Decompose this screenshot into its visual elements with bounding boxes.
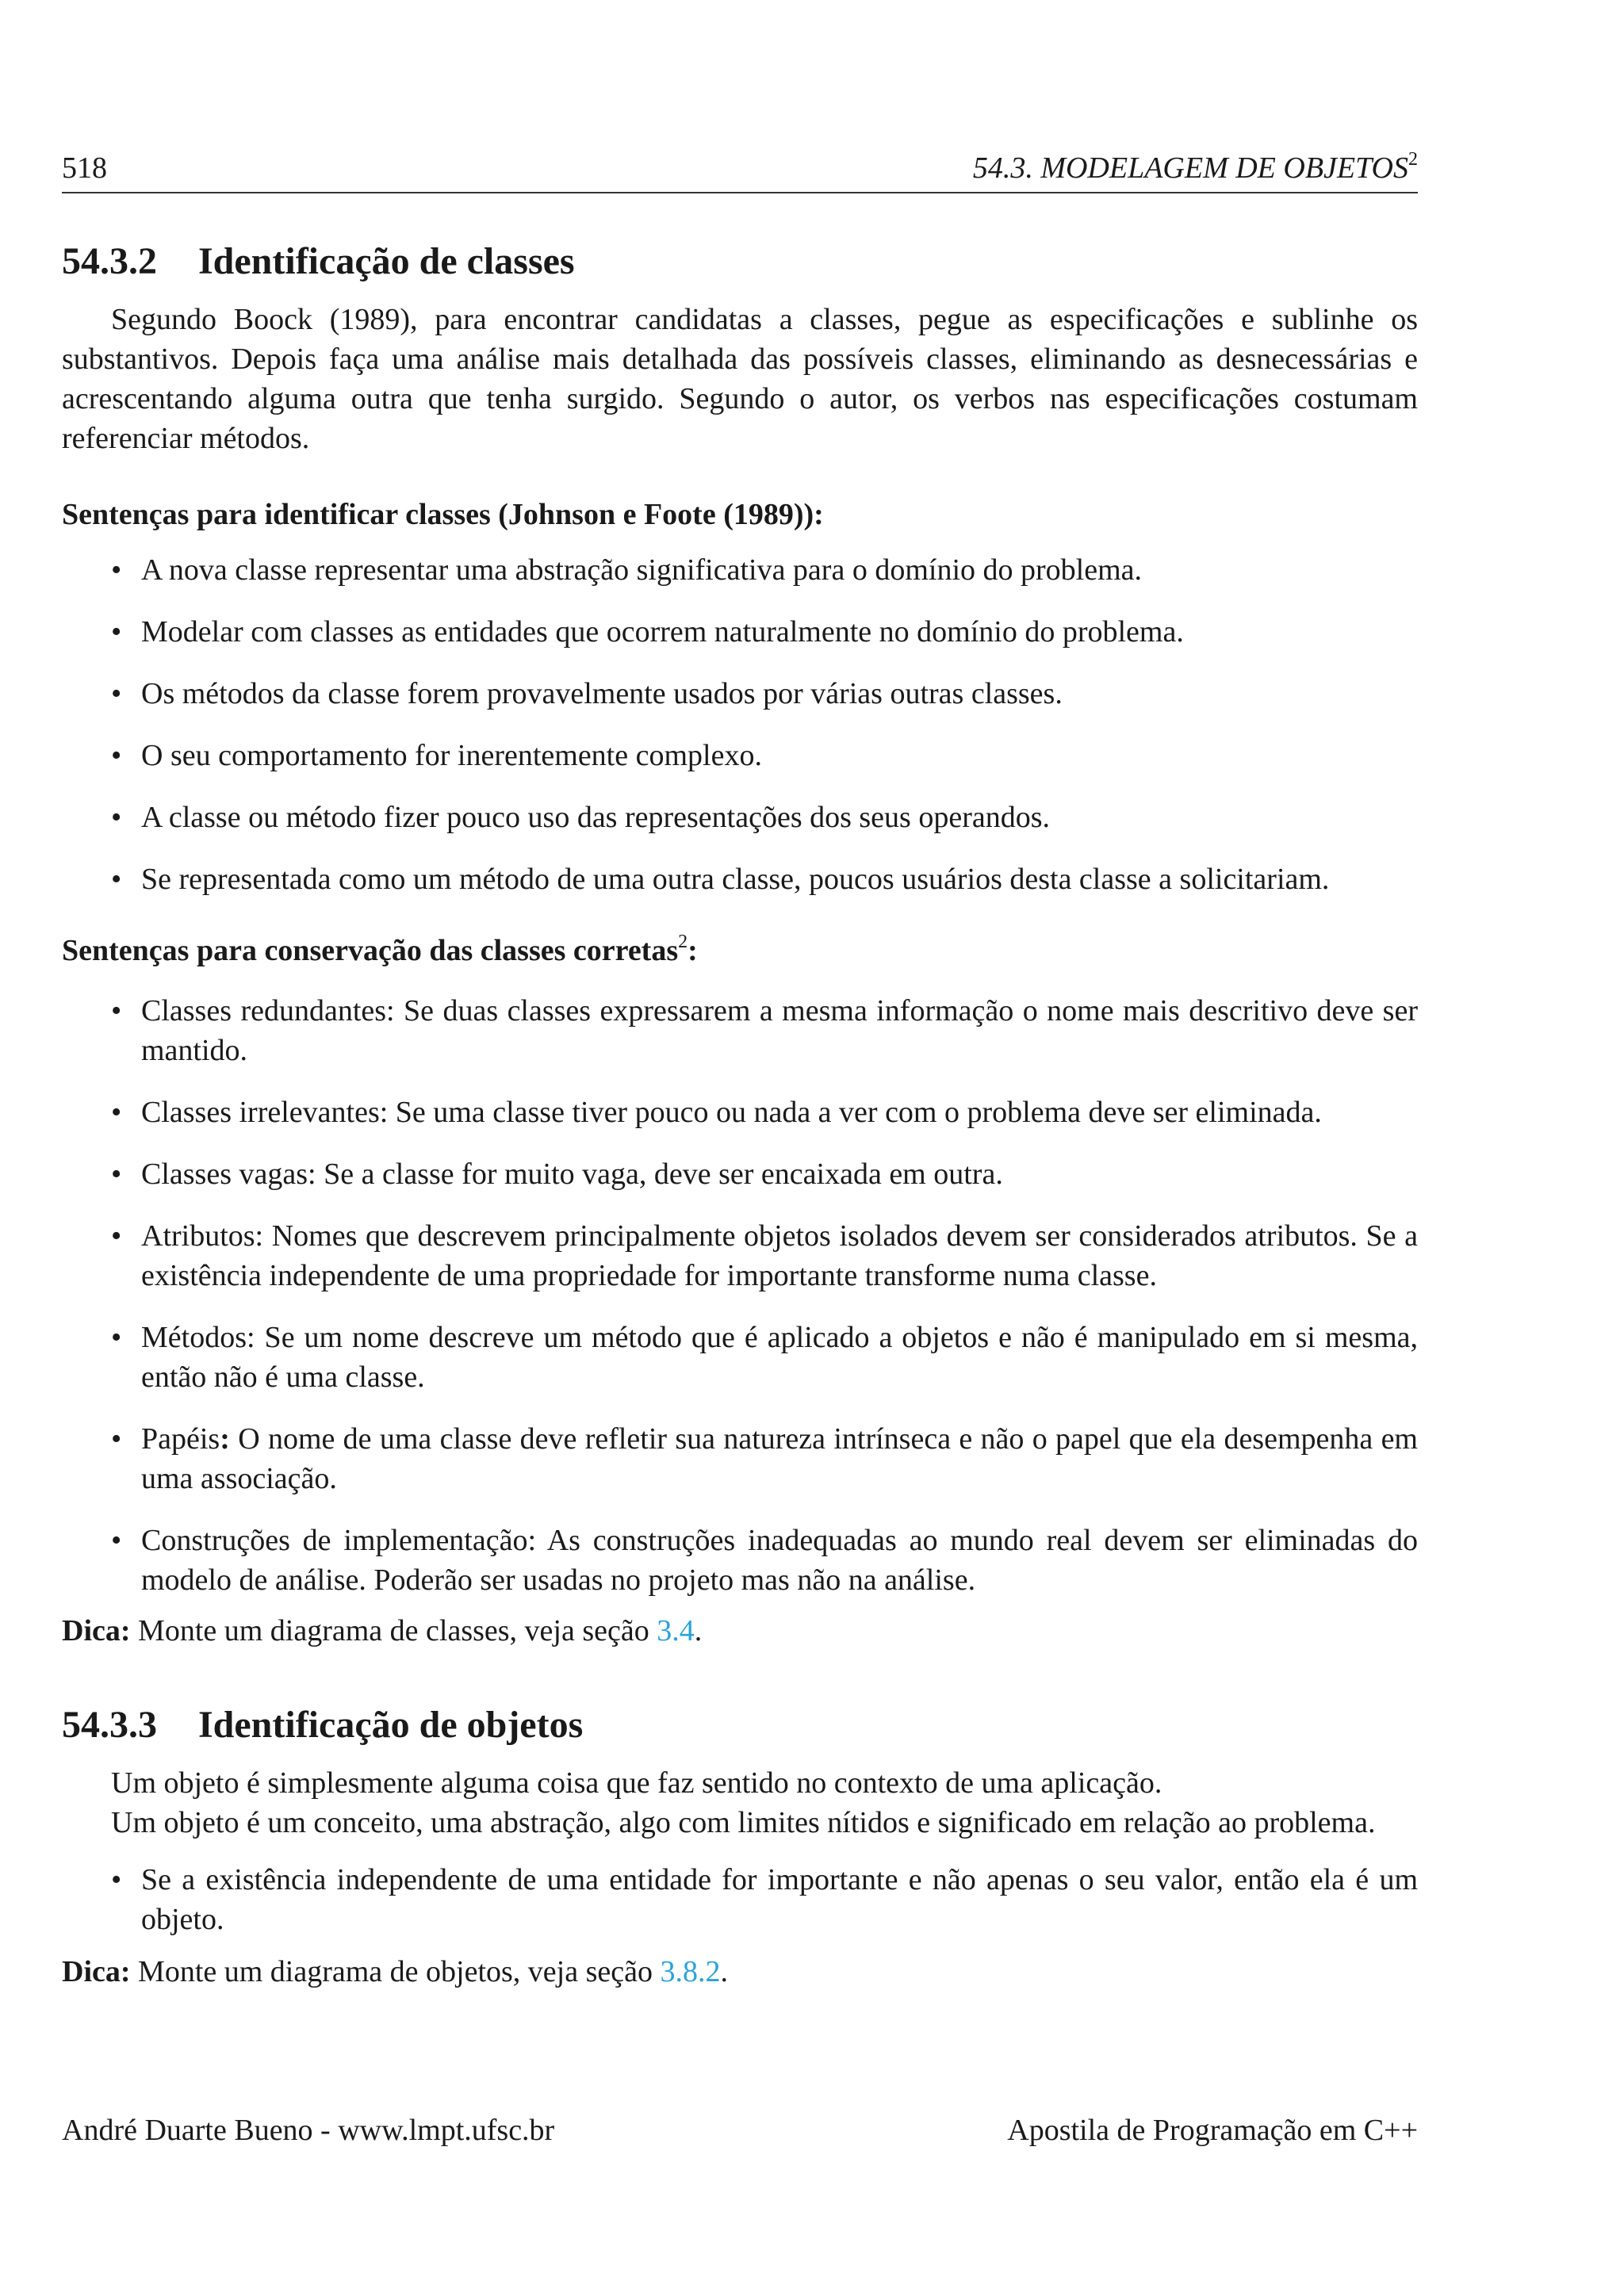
- running-head: [973, 151, 1418, 186]
- section-link-3-4[interactable]: 3.4: [657, 1614, 695, 1647]
- list-item: • Atributos: Nomes que descrevem principalmente objetos isolados devem ser considerados atributos. Se a existência independente de uma propriedade for importante transforme numa classe.: [62, 1216, 1418, 1295]
- list-item: • Construções de implementação: As construções inadequadas ao mundo real devem ser eliminadas do modelo de análise. Poderão ser usadas no projeto mas não na análise.: [62, 1521, 1418, 1600]
- bullet-icon: •: [111, 801, 122, 834]
- list-item: • Modelar com classes as entidades que ocorrem naturalmente no domínio do problema.: [62, 612, 1418, 652]
- tip-classes: Dica: Monte um diagrama de classes, veja seção 3.4.: [62, 1614, 703, 1647]
- bullet-icon: •: [111, 1096, 122, 1129]
- bullet-icon: •: [111, 994, 122, 1027]
- section-heading-objects: [62, 1701, 1418, 1749]
- list-item: • O seu comportamento for inerentemente complexo.: [62, 736, 1418, 775]
- bullet-icon: •: [111, 615, 122, 649]
- list-item: • Papéis: O nome de uma classe deve refletir sua natureza intrínseca e não o papel que ela desempenha em uma associação.: [62, 1419, 1418, 1498]
- bullet-icon: •: [111, 863, 122, 896]
- page-content: [62, 238, 1418, 1992]
- objects-paragraph-1: Um objeto é simplesmente alguma coisa que faz sentido no contexto de uma aplicação.: [111, 1766, 1162, 1800]
- tip-label: Dica:: [62, 1614, 131, 1647]
- bullet-icon: •: [111, 1422, 122, 1456]
- list-title-conserve-classes: Sentenças para conservação das classes corretas$^2$:: [62, 932, 698, 967]
- section-link-3-8-2[interactable]: 3.8.2: [660, 1955, 721, 1988]
- objects-list: [62, 1860, 1418, 1939]
- running-head-text: 54.3. MODELAGEM DE OBJETOS: [972, 151, 1408, 185]
- page-number: 518: [62, 151, 107, 185]
- section-number: 54.3.3: [62, 1704, 157, 1746]
- bullet-icon: •: [111, 677, 122, 710]
- list-item: • Métodos: Se um nome descreve um método que é aplicado a objetos e não é manipulado em si mesma, então não é uma classe.: [62, 1318, 1418, 1397]
- list-item: • Os métodos da classe forem provavelmente usados por várias outras classes.: [62, 674, 1418, 714]
- section-heading-classes: [62, 238, 1418, 285]
- section-number: 54.3.2: [62, 240, 157, 282]
- bullet-icon: •: [111, 1524, 122, 1557]
- footer-book-title: Apostila de Programação em C++: [1007, 2114, 1418, 2147]
- bullet-icon: •: [111, 739, 122, 772]
- bullet-icon: •: [111, 1863, 122, 1896]
- bullet-icon: •: [111, 553, 122, 587]
- section-title: Identificação de classes: [198, 240, 575, 282]
- list-item: • A nova classe representar uma abstração significativa para o domínio do problema.: [62, 550, 1418, 590]
- page-footer: [62, 2110, 1418, 2150]
- list-item: • Se representada como um método de uma outra classe, poucos usuários desta classe a solicitariam.: [62, 859, 1418, 899]
- identify-classes-list: [62, 550, 1418, 899]
- list-item: • Classes irrelevantes: Se uma classe tiver pouco ou nada a ver com o problema deve ser eliminada.: [62, 1093, 1418, 1132]
- bullet-icon: •: [111, 1321, 122, 1354]
- intro-paragraph: Segundo Boock (1989), para encontrar candidatas a classes, pegue as especificações e sublinhe os substantivos. Depois faça uma análise mais detalhada das possíveis classes, eliminando as desnecessárias e acrescentando alguma outra que tenha surgido. Segundo o autor, os verbos nas especificações costumam referenciar métodos.: [62, 303, 1418, 455]
- list-item: • Classes vagas: Se a classe for muito vaga, deve ser encaixada em outra.: [62, 1154, 1418, 1194]
- footnote-marker: 2: [678, 932, 688, 952]
- list-title-identify-classes: Sentenças para identificar classes (Johnson e Foote (1989)):: [62, 498, 824, 531]
- list-item: • Classes redundantes: Se duas classes expressarem a mesma informação o nome mais descritivo deve ser mantido.: [62, 991, 1418, 1070]
- bullet-icon: •: [111, 1219, 122, 1253]
- section-title: Identificação de objetos: [198, 1704, 584, 1746]
- footer-author: André Duarte Bueno - www.lmpt.ufsc.br: [62, 2114, 555, 2147]
- bullet-icon: •: [111, 1158, 122, 1191]
- list-item: • Se a existência independente de uma entidade for importante e não apenas o seu valor, então ela é um objeto.: [62, 1860, 1418, 1939]
- tip-label: Dica:: [62, 1955, 131, 1988]
- page-header: [62, 151, 1418, 193]
- document-page: [62, 0, 1418, 2296]
- running-head-superscript: 2: [1408, 149, 1418, 170]
- list-item: • A classe ou método fizer pouco uso das representações dos seus operandos.: [62, 798, 1418, 837]
- tip-objects: Dica: Monte um diagrama de objetos, veja seção 3.8.2.: [62, 1955, 728, 1988]
- conserve-classes-list: [62, 991, 1418, 1600]
- objects-paragraph-2: Um objeto é um conceito, uma abstração, algo com limites nítidos e significado em relação ao problema.: [111, 1806, 1376, 1839]
